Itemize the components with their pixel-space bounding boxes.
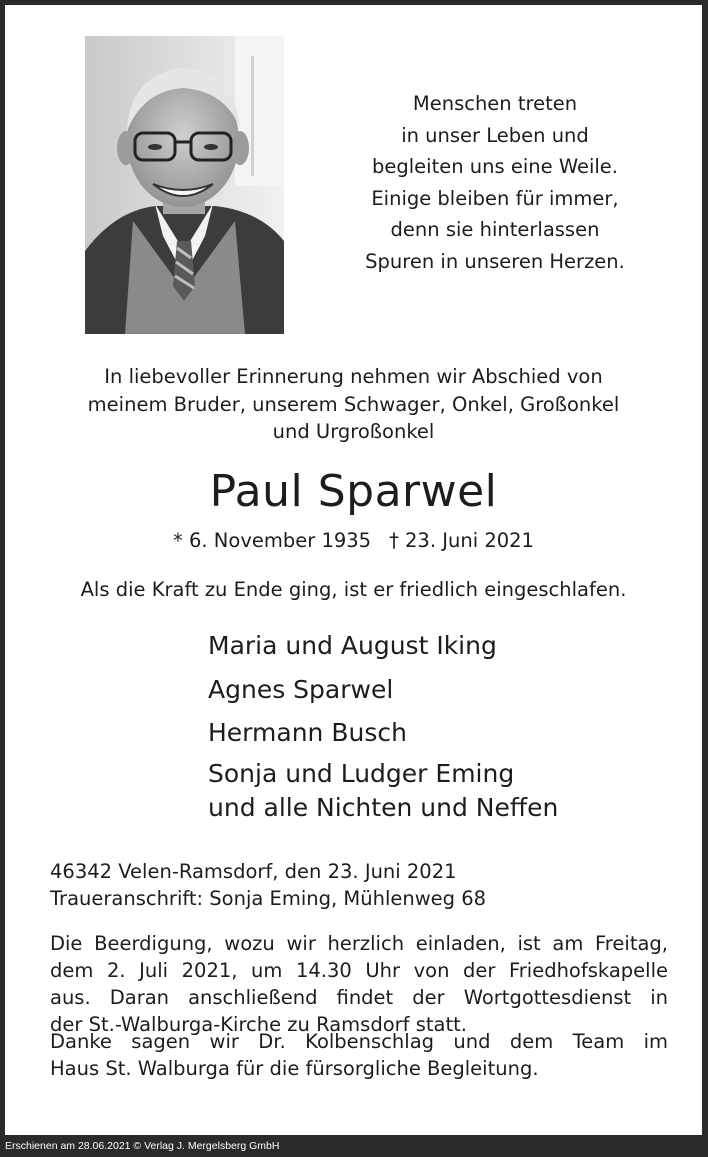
intro-line: meinem Bruder, unserem Schwager, Onkel, Großonkel (87, 392, 620, 416)
portrait-photo (85, 36, 284, 334)
mourner-line: und alle Nichten und Neffen (208, 792, 559, 822)
peaceful-text: Als die Kraft zu Ende ging, ist er friedlich eingeschlafen. (80, 578, 627, 601)
poem-line: in unser Leben und (401, 123, 589, 147)
poem-line: Spuren in unseren Herzen. (365, 249, 625, 273)
portrait-image (85, 36, 284, 334)
funeral-line: dem 2. Juli 2021, um 14.30 Uhr von der Friedhofskapelle (50, 959, 668, 982)
mourning-address: Traueranschrift: Sonja Eming, Mühlenweg 68 (50, 887, 487, 910)
life-dates (5, 527, 702, 555)
poem-line: denn sie hinterlassen (390, 218, 600, 241)
thanks-text (50, 1028, 668, 1082)
poem-line: Einige bleiben für immer, (371, 186, 619, 210)
funeral-info (50, 930, 668, 1038)
intro-text (5, 363, 702, 446)
mourner-line: Maria und August Iking (208, 631, 497, 660)
birth-date: * 6. November 1935 (173, 529, 372, 552)
place-date: 46342 Velen-Ramsdorf, den 23. Juni 2021 (50, 860, 457, 883)
funeral-line: aus. Daran anschließend findet der Wortgottesdienst in (50, 986, 668, 1009)
poem (335, 88, 655, 277)
deceased-name: Paul Sparwel (209, 466, 498, 517)
thanks-line: Haus St. Walburga für die fürsorgliche Begleitung. (50, 1057, 539, 1080)
mourner-line: Hermann Busch (208, 718, 407, 747)
address-block (50, 858, 668, 912)
poem-line: Menschen treten (412, 92, 578, 115)
poem-line: begleiten uns eine Weile. (372, 155, 618, 178)
obituary-page (5, 5, 702, 1135)
intro-line: und Urgroßonkel (272, 420, 435, 443)
funeral-line: der St.-Walburga-Kirche zu Ramsdorf statt. (50, 1013, 467, 1036)
thanks-line: Danke sagen wir Dr. Kolbenschlag und dem Team im (50, 1030, 668, 1053)
publication-footer: Erschienen am 28.06.2021 © Verlag J. Mergelsberg GmbH (5, 1140, 280, 1152)
mourner-line: Sonja und Ludger Eming (208, 758, 515, 788)
funeral-line: Die Beerdigung, wozu wir herzlich einladen, ist am Freitag, (50, 932, 668, 955)
intro-line: In liebevoller Erinnerung nehmen wir Abschied von (104, 365, 603, 388)
mourners-list (208, 626, 558, 825)
death-date: † 23. Juni 2021 (389, 529, 534, 552)
mourner-line: Agnes Sparwel (208, 674, 394, 704)
